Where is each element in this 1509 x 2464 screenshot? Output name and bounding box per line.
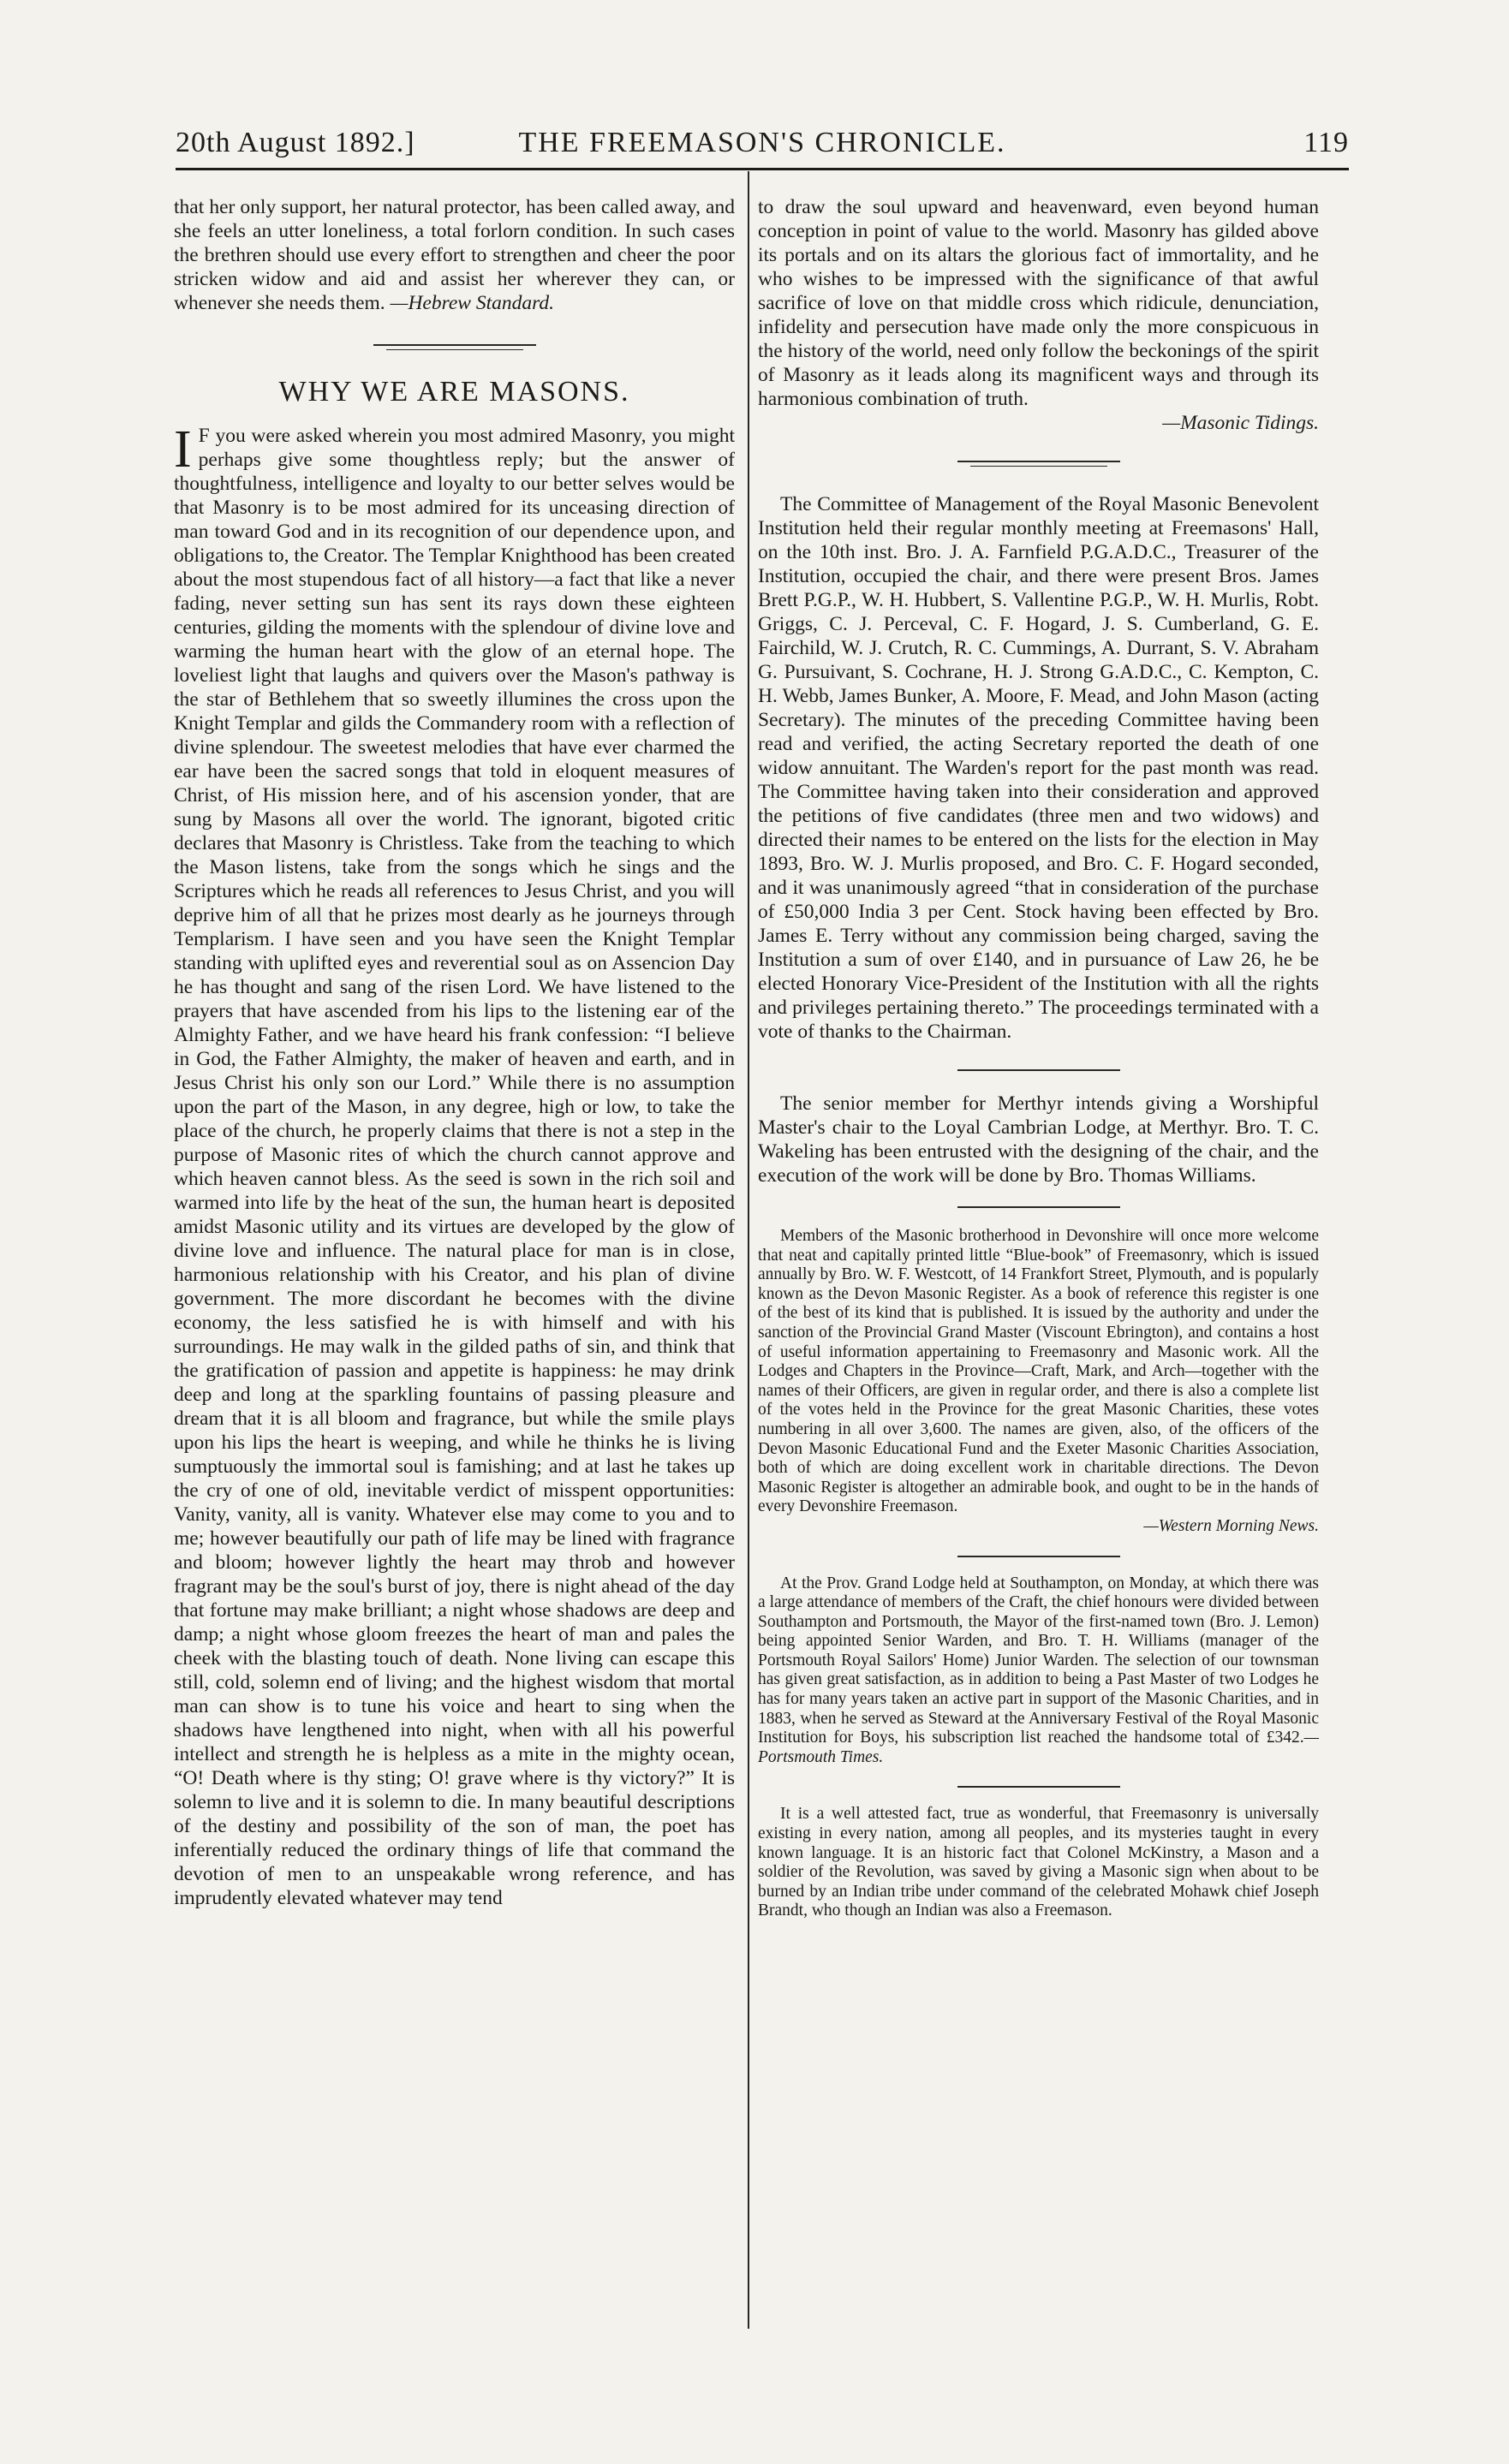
right-column [758,195,1319,1921]
mohawk-paragraph: It is a well attested fact, true as wonderful, that Freemasonry is universally existing in every nation, among all peoples, and its mysteries taught in every known language. It is an historic fact that Colonel McKinstry, a Mason and a soldier of the Revolution, was saved by giving a Masonic sign when about to be burned by an Indian tribe under command of the celebrated Mohawk chief Joseph Brandt, who though an Indian was also a Freemason. [758,1805,1319,1920]
continuation-source: —Masonic Tidings. [1162,412,1319,434]
left-column [174,195,735,1910]
committee-paragraph: The Committee of Management of the Royal Masonic Benevolent Institution held their regular monthly meeting at Freemasons' Hall, on the 10th inst. Bro. J. A. Farnfield P.G.A.D.C., Treasurer of the Institution, occupied the chair, and there were present Bros. James Brett P.G.P., W. H. Hubbert, S. Vallentine P.G.P., W. H. Murlis, Robt. Griggs, C. J. Perceval, C. F. Hogard, J. S. Cumberland, G. E. Fairchild, W. J. Crutch, R. C. Cummings, A. Durrant, S. V. Abraham G. Pursuivant, S. Cochrane, H. J. Strong G.A.D.C., C. Kempton, C. H. Webb, James Bunker, A. Moore, F. Mead, and John Mason (acting Secretary). The minutes of the preceding Committee having been read and verified, the acting Secretary reported the death of one widow annuitant. The Warden's report for the past month was read. The Committee having taken into their consideration and approved the petitions of five candidates (three men and two widows) and directed their names to be entered on the lists for the election in May 1893, Bro. W. J. Murlis proposed, and Bro. C. F. Hogard seconded, and it was unanimously agreed “that in consideration of the purchase of £50,000 India 3 per Cent. Stock having been effected by Bro. James E. Terry without any commission being charged, saving the Institution a sum of over £140, and in pursuance of Law 26, he be elected Honorary Vice-President of the Institution with all the rights and privileges pertaining thereto.” The proceedings terminated with a vote of thanks to the Chairman. [758,493,1319,1043]
southampton-paragraph: At the Prov. Grand Lodge held at Southampton, on Monday, at which there was a large attendance of members of the Craft, the chief honours were divided between Southampton and Portsmouth, the Mayor of the first-named town (Bro. J. Lemon) being appointed Senior Warden, and Bro. T. H. Williams (manager of the Portsmouth Royal Sailors' Home) Junior Warden. The selection of our townsman has given great satisfaction, as in addition to being a Past Master of two Lodges he has for many years taken an active part in support of the Masonic Charities, and in 1883, when he served as Steward at the Anniversary Festival of the Royal Masonic Institution for Boys, his subscription list reached the handsome total of £342.—Portsmouth Times. [758,1574,1319,1766]
column-rule [748,171,749,2329]
page-header [176,127,1349,166]
devonshire-source: —Western Morning News. [1143,1516,1319,1535]
section-separator [373,344,536,346]
publication-title: THE FREEMASON'S CHRONICLE. [518,127,1006,158]
drop-cap: I [174,420,192,479]
section-separator [957,461,1120,462]
intro-source: —Hebrew Standard. [390,292,555,314]
merthyr-paragraph: The senior member for Merthyr intends giving a Worshipful Master's chair to the Loyal Cambrian Lodge, at Merthyr. Bro. T. C. Wakeling has been entrusted with the designing of the chair, and the execution of the work will be done by Bro. Thomas Williams. [758,1092,1319,1187]
issue-date: 20th August 1892.] [176,127,415,158]
devonshire-paragraph: Members of the Masonic brotherhood in Devonshire will once more welcome that neat and capitally printed little “Blue-book” of Freemasonry, which is issued annually by Bro. W. F. Westcott, of 14 Frankfort Street, Plymouth, and is popularly known as the Devon Masonic Register. As a book of reference this register is one of the best of its kind that is published. It is issued by the authority and under the sanction of the Provincial Grand Master (Viscount Ebrington), and contains a host of useful information appertaining to Freemasonry and Masonic work. All the Lodges and Chapters in the Province—Craft, Mark, and Arch—together with the names of their Officers, are given in regular order, and there is also a complete list of the votes held in the Province for the great Masonic Charities, these votes numbering in all over 3,600. The names are given, also, of the officers of the Devon Masonic Educational Fund and the Exeter Masonic Charities Association, both of which are doing excellent work in charitable directions. The Devon Masonic Register is altogether an admirable book, and ought to be in the hands of every Devonshire Freemason. [758,1227,1319,1516]
header-rule [176,168,1349,170]
article-paragraph: I F you were asked wherein you most admired Masonry, you might perhaps give some thoughtless reply; but the answer of thoughtfulness, intelligence and loyalty to our better selves would be that Masonry is to be most admired for its unceasing direction of man toward God and in its recognition of our dependence upon, and obligations to, the Creator. The Templar Knighthood has been created about the most stupendous fact of all history—a fact that like a never fading, never setting sun has sent its rays down these eighteen centuries, gilding the moments with the splendour of divine love and warming the human heart with the glow of an eternal hope. The loveliest light that laughs and quivers over the Mason's pathway is the star of Bethlehem that so sweetly illumines the cross upon the Knight Templar and gilds the Commandery room with a reflection of divine splendour. The sweetest melodies that have ever charmed the ear have been the sacred songs that told in eloquent measures of Christ, of His mission here, and of his ascension yonder, that are sung by Masons all over the world. The ignorant, bigoted critic declares that Masonry is Christless. Take from the teaching to which the Mason listens, take from the songs which he sings and the Scriptures which he reads all references to Jesus Christ, and you will deprive him of all that he prizes most dearly as he journeys through Templarism. I have seen and you have seen the Knight Templar standing with uplifted eyes and reverential soul as on Assencion Day he has thought and sang of the risen Lord. We have listened to the prayers that have ascended from his lips to the listening ear of the Almighty Father, and we have heard his frank confession: “I believe in God, the Father Almighty, the maker of heaven and earth, and in Jesus Christ his only son our Lord.” While there is no assumption upon the part of the Mason, in any degree, high or low, to take the place of the church, he properly claims that there is not a step in the purpose of Masonic rites of which the church cannot approve and which heaven cannot bless. As the seed is sown in the rich soil and warmed into life by the heat of the sun, the human heart is deposited amidst Masonic utility and its virtues are developed by the glow of divine love and influence. The natural place for man is in close, harmonious relationship with his Creator, and his plan of divine government. The more discordant he becomes with the divine economy, the less satisfied he is with himself and with his surroundings. He may walk in the gilded paths of sin, and think that the gratification of passion and appetite is happiness: he may drink deep and long at the sparkling fountains of passing pleasure and dream that it is all bloom and fragrance, but while the smile plays upon his lips the heart is weeping, and while he thinks he is living sumptuously the immortal soul is famishing; and at last he takes up the cry of one of old, inevitable verdict of misspent opportunities: Vanity, vanity, all is vanity. Whatever else may come to you and to me; however beautifully our path of life may be lined with fragrance and bloom; however lightly the heart may throb and however fragrant may be the soul's burst of joy, there is night ahead of the day that fortune may make brilliant; a night whose shadows are deep and damp; a night whose gloom freezes the heart of man and pales the cheek with the blasting touch of death. None living can escape this still, cold, solemn end of living; and the highest wisdom that mortal man can show is to tune his voice and heart to sing when the shadows have lengthened into night, when with all his powerful intellect and strength he is helpless as a mite in the mighty ocean, “O! Death where is thy sting; O! grave where is thy victory?” It is solemn to live and it is solemn to die. In many beautiful descriptions of the destiny and possibility of the son of man, the poet has inferentially reduced the ordinary things of life that command the devotion of men to an unspeakable wrong reference, and has imprudently elevated whatever may tend [174,420,735,1909]
article-title: WHY WE ARE MASONS. [278,376,630,408]
intro-paragraph: that her only support, her natural protector, has been called away, and she feels an utter loneliness, a total forlorn condition. In such cases the brethren should use every effort to strengthen and cheer the poor stricken widow and aid and assist her wherever they can, or whenever she needs them. —Hebrew Standard. [174,196,735,314]
southampton-source: —Portsmouth Times. [758,1729,1319,1766]
continuation-paragraph: to draw the soul upward and heavenward, even beyond human conception in point of value to the world. Masonry has gilded above its portals and on its altars the glorious fact of immortality, and he who wishes to be impressed with the significance of that awful sacrifice of love on that middle cross which ridicule, denunciation, infidelity and persecution have made only the more conspicuous in the history of the world, need only follow the beckonings of the spirit of Masonry as it leads along its magnificent ways and through its harmonious combination of truth. [758,196,1319,410]
page-number: 119 [1303,127,1349,158]
